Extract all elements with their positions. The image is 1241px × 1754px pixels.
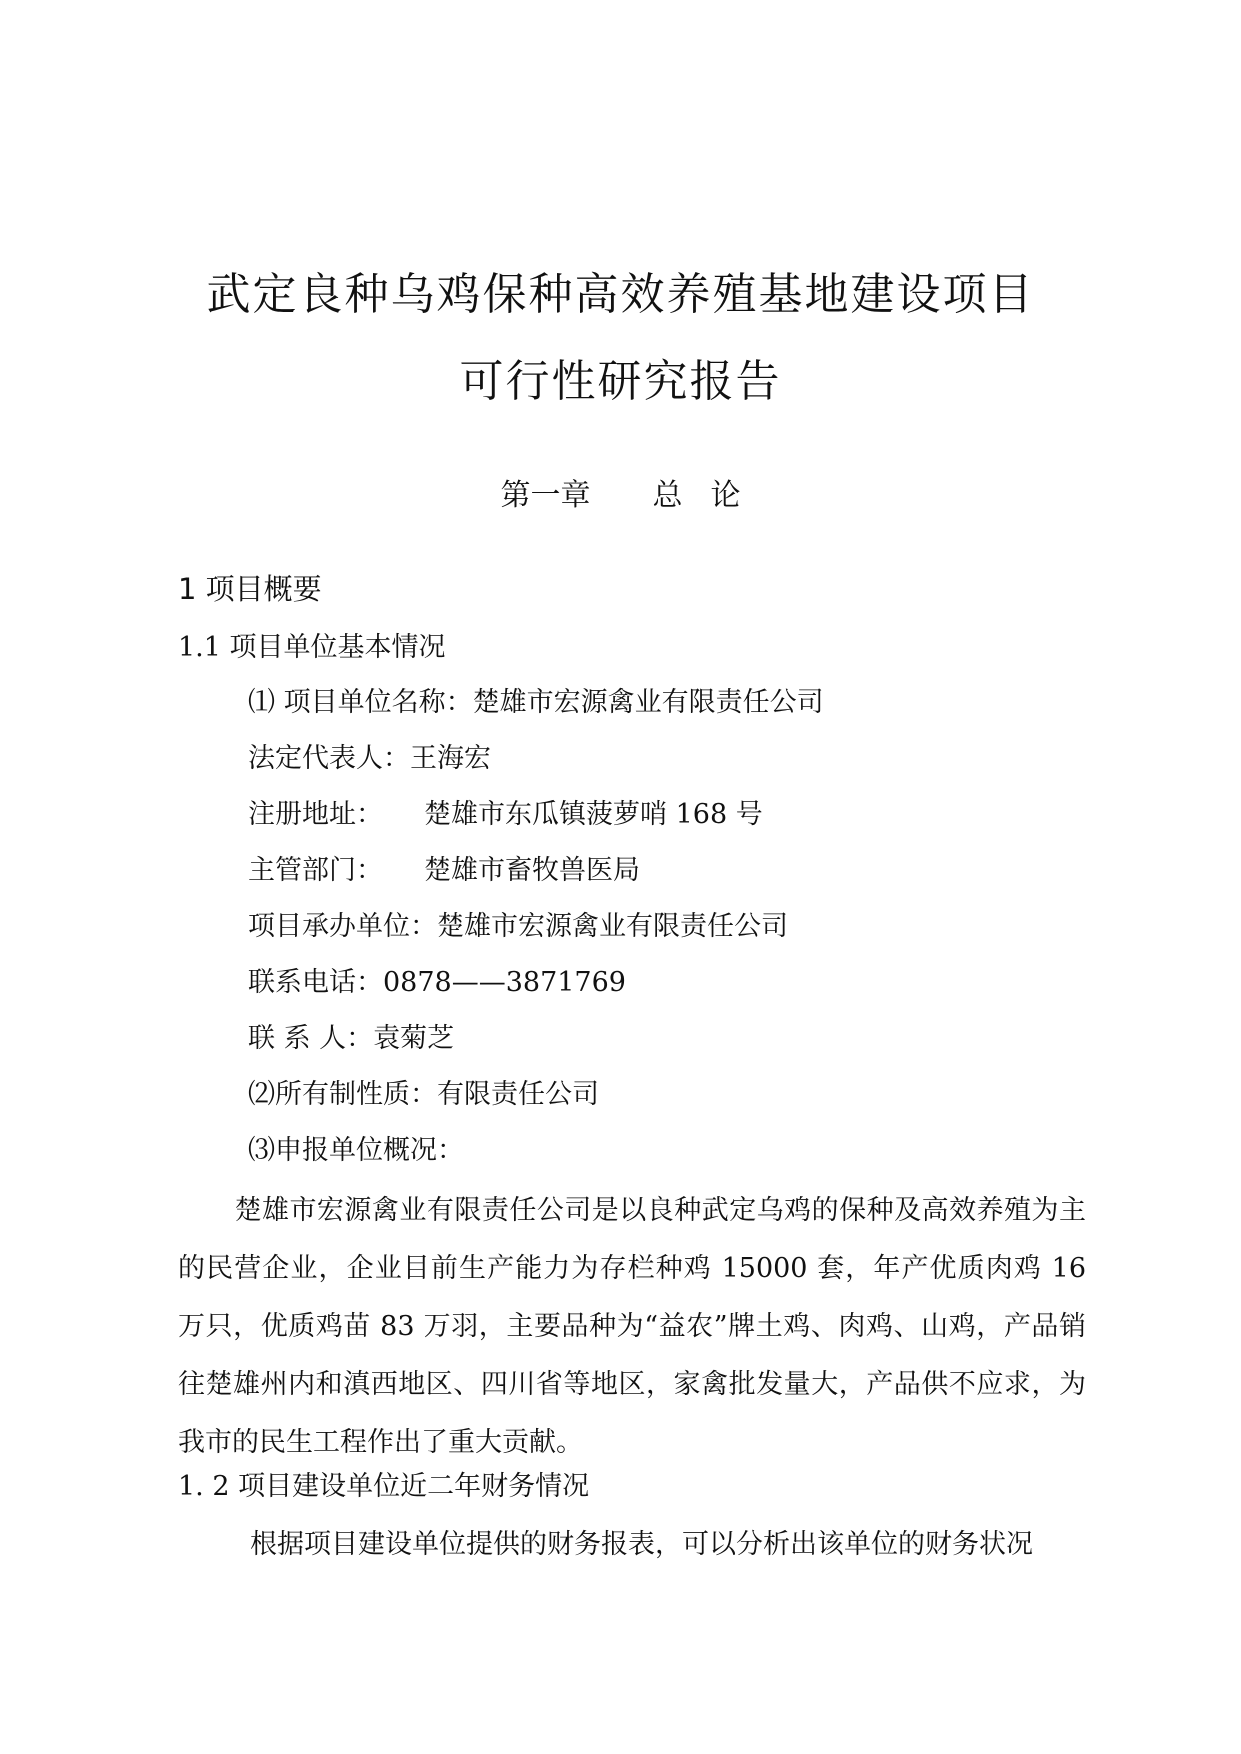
financial-text: 根据项目建设单位提供的财务报表，可以分析出该单位的财务状况 bbox=[250, 1529, 1033, 1560]
ownership-line: ⑵所有制性质：有限责任公司 bbox=[248, 1079, 599, 1110]
legal-representative-line: 法定代表人：王海宏 bbox=[248, 743, 491, 774]
undertaker-line: 项目承办单位：楚雄市宏源禽业有限责任公司 bbox=[248, 911, 788, 942]
company-name-line: ⑴ 项目单位名称：楚雄市宏源禽业有限责任公司 bbox=[248, 687, 824, 718]
chapter-name-first: 总 bbox=[652, 478, 683, 513]
section-heading-1-1: 1.1 项目单位基本情况 bbox=[178, 632, 446, 663]
chapter-label: 第一章 bbox=[500, 478, 591, 513]
contact-person-line: 联 系 人：袁菊芝 bbox=[248, 1023, 455, 1054]
authority-value: 楚雄市畜牧兽医局 bbox=[424, 855, 640, 886]
chapter-heading bbox=[0, 470, 1241, 514]
authority-label: 主管部门： bbox=[248, 855, 383, 886]
phone-line: 联系电话：0878——3871769 bbox=[248, 967, 626, 998]
company-overview-heading: ⑶申报单位概况： bbox=[248, 1135, 464, 1166]
chapter-name-second: 论 bbox=[710, 478, 741, 513]
section-heading-1: 1 项目概要 bbox=[178, 572, 322, 606]
company-overview-text: 楚雄市宏源禽业有限责任公司是以良种武定乌鸡的保种及高效养殖为主的民营企业，企业目前生产能力为存栏种鸡 15000 套，年产优质肉鸡 16 万只，优质鸡苗 83 万羽，主要品种为“益农”牌土鸡、肉鸡、山鸡，产品销往楚雄州内和滇西地区、四川省等地区，家禽批发量大，产品供不应求，为我市的民生工程作出了重大贡献。 bbox=[178, 1195, 1086, 1458]
section-heading-1-2: 1. 2 项目建设单位近二年财务情况 bbox=[178, 1471, 590, 1502]
authority-line bbox=[248, 854, 640, 888]
registered-address-line bbox=[248, 798, 763, 832]
registered-address-label: 注册地址： bbox=[248, 799, 383, 830]
registered-address-value: 楚雄市东瓜镇菠萝哨 168 号 bbox=[424, 799, 763, 830]
company-overview-paragraph bbox=[178, 1182, 1086, 1472]
document-title-line1: 武定良种乌鸡保种高效养殖基地建设项目 bbox=[206, 269, 1035, 320]
document-title-line2: 可行性研究报告 bbox=[459, 356, 782, 407]
financial-paragraph bbox=[178, 1516, 1086, 1574]
